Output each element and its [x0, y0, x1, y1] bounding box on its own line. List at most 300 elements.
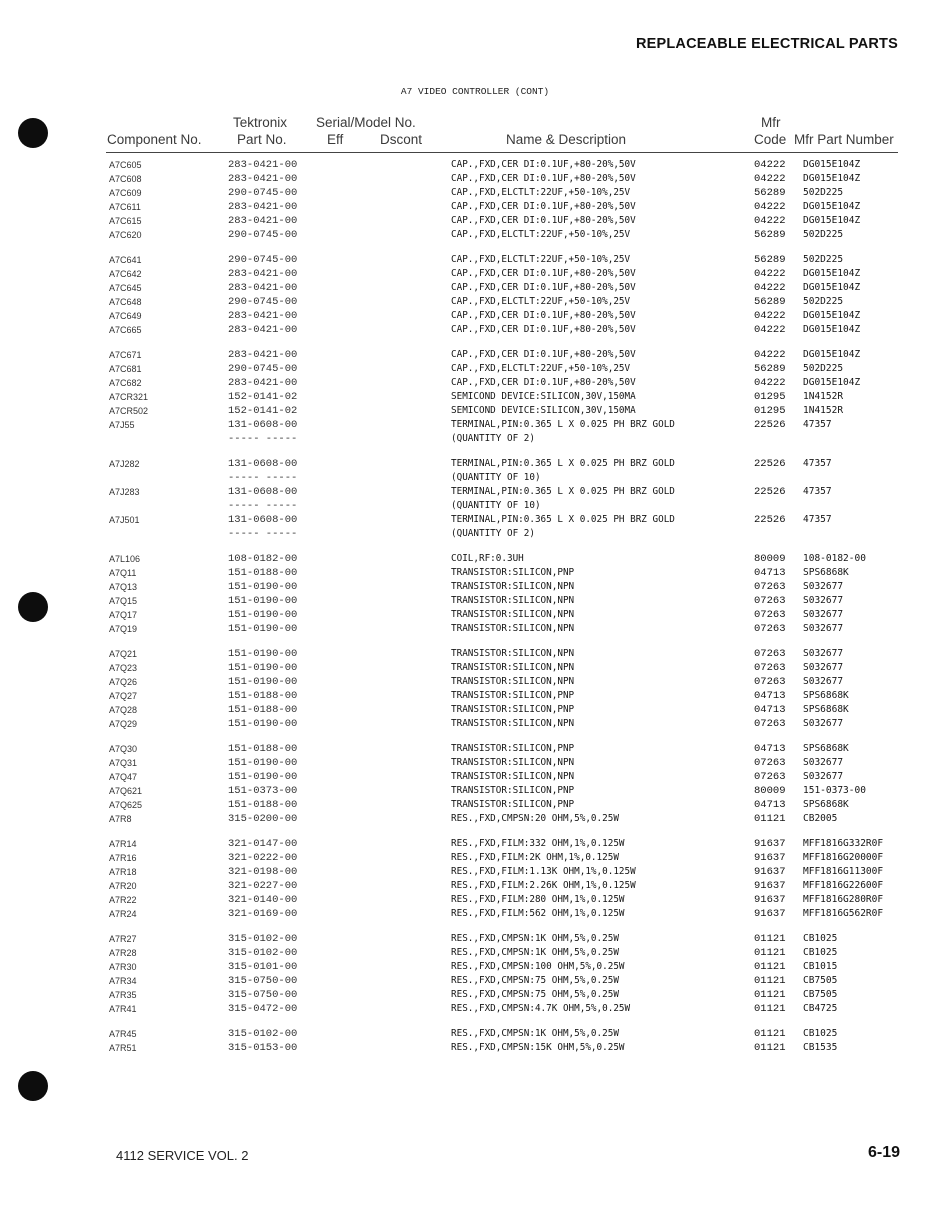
component-no-cell: A7R22 — [109, 895, 137, 905]
description-cell: CAP.,FXD,CER DI:0.1UF,+80-20%,50V — [451, 377, 636, 388]
part-no-cell: 283-0421-00 — [228, 282, 298, 294]
part-no-cell: 290-0745-00 — [228, 229, 298, 241]
table-row — [0, 404, 950, 418]
description-cell: TRANSISTOR:SILICON,NPN — [451, 718, 575, 729]
component-no-cell: A7Q17 — [109, 610, 138, 620]
table-row — [0, 742, 950, 756]
parts-group — [0, 1027, 950, 1055]
mfr-code-cell: 22526 — [754, 458, 786, 470]
mfr-code-cell: 04713 — [754, 690, 786, 702]
mfr-code-cell: 07263 — [754, 595, 786, 607]
section-title: REPLACEABLE ELECTRICAL PARTS — [635, 36, 898, 52]
description-cell: CAP.,FXD,CER DI:0.1UF,+80-20%,50V — [451, 349, 636, 360]
mfr-part-number-cell: S032677 — [803, 662, 844, 673]
component-no-cell: A7J282 — [109, 459, 140, 469]
part-no-cell: 321-0140-00 — [228, 894, 298, 906]
mfr-part-number-cell: 502D225 — [803, 296, 844, 307]
table-row — [0, 1027, 950, 1041]
page-subtitle: A7 VIDEO CONTROLLER (CONT) — [400, 86, 550, 97]
part-no-cell: 315-0102-00 — [228, 1028, 298, 1040]
mfr-part-number-cell: MFF1816G280R0F — [803, 894, 884, 905]
description-cell: TERMINAL,PIN:0.365 L X 0.025 PH BRZ GOLD — [451, 486, 675, 497]
description-cell: RES.,FXD,FILM:2.26K OHM,1%,0.125W — [451, 880, 636, 891]
part-no-cell: 321-0222-00 — [228, 852, 298, 864]
part-no-cell: 151-0188-00 — [228, 704, 298, 716]
description-cell: TERMINAL,PIN:0.365 L X 0.025 PH BRZ GOLD — [451, 458, 675, 469]
description-cell: TRANSISTOR:SILICON,PNP — [451, 799, 575, 810]
part-no-cell: 151-0190-00 — [228, 757, 298, 769]
description-cell: (QUANTITY OF 2) — [451, 433, 535, 444]
component-no-cell: A7C620 — [109, 230, 142, 240]
mfr-part-number-cell: DG015E104Z — [803, 173, 861, 184]
mfr-code-cell: 01121 — [754, 1042, 786, 1054]
table-row — [0, 907, 950, 921]
part-no-cell: ----- ----- — [228, 472, 298, 484]
table-row — [0, 622, 950, 636]
component-no-cell: A7Q19 — [109, 624, 138, 634]
mfr-part-number-cell: S032677 — [803, 648, 844, 659]
table-row — [0, 608, 950, 622]
part-no-cell: 283-0421-00 — [228, 173, 298, 185]
mfr-part-number-cell: 502D225 — [803, 229, 844, 240]
mfr-part-number-cell: 502D225 — [803, 363, 844, 374]
mfr-part-number-cell: DG015E104Z — [803, 215, 861, 226]
description-cell: CAP.,FXD,ELCTLT:22UF,+50-10%,25V — [451, 187, 631, 198]
part-no-cell: 283-0421-00 — [228, 215, 298, 227]
description-cell: RES.,FXD,FILM:1.13K OHM,1%,0.125W — [451, 866, 636, 877]
mfr-part-number-cell: MFF1816G22600F — [803, 880, 884, 891]
component-no-cell: A7CR502 — [109, 406, 149, 416]
mfr-code-cell: 91637 — [754, 838, 786, 850]
part-no-cell: 283-0421-00 — [228, 324, 298, 336]
part-no-cell: 151-0188-00 — [228, 799, 298, 811]
mfr-part-number-cell: SPS6868K — [803, 799, 849, 810]
component-no-cell: A7C671 — [109, 350, 142, 360]
component-no-cell: A7R14 — [109, 839, 137, 849]
part-no-cell: 315-0750-00 — [228, 975, 298, 987]
mfr-part-number-cell: S032677 — [803, 581, 844, 592]
mfr-part-number-cell: DG015E104Z — [803, 377, 861, 388]
table-row — [0, 647, 950, 661]
description-cell: RES.,FXD,FILM:562 OHM,1%,0.125W — [451, 908, 625, 919]
component-no-cell: A7Q15 — [109, 596, 138, 606]
component-no-cell: A7R34 — [109, 976, 137, 986]
part-no-cell: 290-0745-00 — [228, 363, 298, 375]
component-no-cell: A7R8 — [109, 814, 132, 824]
part-no-cell: 315-0101-00 — [228, 961, 298, 973]
mfr-part-number-cell: MFF1816G11300F — [803, 866, 884, 877]
table-row — [0, 214, 950, 228]
component-no-cell: A7R28 — [109, 948, 137, 958]
mfr-code-cell: 07263 — [754, 771, 786, 783]
description-cell: RES.,FXD,CMPSN:15K OHM,5%,0.25W — [451, 1042, 625, 1053]
component-no-cell: A7C605 — [109, 160, 142, 170]
part-no-cell: 151-0190-00 — [228, 648, 298, 660]
col-header-dscont: Dscont — [380, 132, 423, 147]
mfr-code-cell: 80009 — [754, 553, 786, 565]
table-row — [0, 851, 950, 865]
table-row — [0, 1041, 950, 1055]
mfr-part-number-cell: DG015E104Z — [803, 282, 861, 293]
description-cell: CAP.,FXD,CER DI:0.1UF,+80-20%,50V — [451, 310, 636, 321]
table-row — [0, 228, 950, 242]
mfr-code-cell: 01121 — [754, 933, 786, 945]
table-row — [0, 499, 950, 513]
component-no-cell: A7R45 — [109, 1029, 137, 1039]
mfr-code-cell: 04713 — [754, 704, 786, 716]
col-header-eff: Eff — [327, 132, 344, 147]
part-no-cell: ----- ----- — [228, 528, 298, 540]
table-row — [0, 798, 950, 812]
parts-group — [0, 647, 950, 731]
mfr-code-cell: 01121 — [754, 947, 786, 959]
component-no-cell: A7Q47 — [109, 772, 138, 782]
component-no-cell: A7C665 — [109, 325, 142, 335]
mfr-code-cell: 01121 — [754, 975, 786, 987]
header-rule — [106, 152, 898, 153]
mfr-code-cell: 56289 — [754, 363, 786, 375]
description-cell: CAP.,FXD,CER DI:0.1UF,+80-20%,50V — [451, 215, 636, 226]
mfr-part-number-cell: CB7505 — [803, 989, 838, 1000]
mfr-code-cell: 91637 — [754, 894, 786, 906]
description-cell: TRANSISTOR:SILICON,PNP — [451, 704, 575, 715]
mfr-part-number-cell: CB4725 — [803, 1003, 838, 1014]
col-header-name-description: Name & Description — [506, 132, 627, 147]
component-no-cell: A7R20 — [109, 881, 137, 891]
table-row — [0, 1002, 950, 1016]
mfr-code-cell: 22526 — [754, 514, 786, 526]
mfr-part-number-cell: 47357 — [803, 458, 832, 469]
mfr-code-cell: 04222 — [754, 377, 786, 389]
description-cell: RES.,FXD,FILM:332 OHM,1%,0.125W — [451, 838, 625, 849]
component-no-cell: A7C615 — [109, 216, 142, 226]
mfr-part-number-cell: CB1025 — [803, 947, 838, 958]
component-no-cell: A7R35 — [109, 990, 137, 1000]
mfr-part-number-cell: SPS6868K — [803, 567, 849, 578]
mfr-part-number-cell: DG015E104Z — [803, 310, 861, 321]
table-row — [0, 770, 950, 784]
description-cell: RES.,FXD,CMPSN:1K OHM,5%,0.25W — [451, 933, 619, 944]
part-no-cell: 315-0472-00 — [228, 1003, 298, 1015]
part-no-cell: ----- ----- — [228, 433, 298, 445]
parts-group — [0, 932, 950, 1016]
component-no-cell: A7C609 — [109, 188, 142, 198]
mfr-part-number-cell: S032677 — [803, 623, 844, 634]
mfr-part-number-cell: S032677 — [803, 771, 844, 782]
part-no-cell: 283-0421-00 — [228, 159, 298, 171]
part-no-cell: 321-0198-00 — [228, 866, 298, 878]
mfr-part-number-cell: CB1025 — [803, 933, 838, 944]
mfr-part-number-cell: 151-0373-00 — [803, 785, 866, 796]
parts-group — [0, 742, 950, 826]
description-cell: TRANSISTOR:SILICON,NPN — [451, 609, 575, 620]
table-row — [0, 362, 950, 376]
table-row — [0, 172, 950, 186]
part-no-cell: 152-0141-02 — [228, 405, 298, 417]
mfr-part-number-cell: 1N4152R — [803, 391, 844, 402]
part-no-cell: 108-0182-00 — [228, 553, 298, 565]
description-cell: RES.,FXD,CMPSN:4.7K OHM,5%,0.25W — [451, 1003, 631, 1014]
mfr-code-cell: 91637 — [754, 880, 786, 892]
mfr-part-number-cell: S032677 — [803, 676, 844, 687]
mfr-part-number-cell: SPS6868K — [803, 743, 849, 754]
description-cell: TRANSISTOR:SILICON,NPN — [451, 648, 575, 659]
mfr-code-cell: 04222 — [754, 201, 786, 213]
mfr-code-cell: 01295 — [754, 391, 786, 403]
table-row — [0, 253, 950, 267]
table-row — [0, 932, 950, 946]
mfr-code-cell: 04222 — [754, 282, 786, 294]
part-no-cell: 315-0200-00 — [228, 813, 298, 825]
part-no-cell: 290-0745-00 — [228, 296, 298, 308]
col-header-mfr-part-number: Mfr Part Number — [794, 132, 894, 147]
mfr-code-cell: 04713 — [754, 799, 786, 811]
table-row — [0, 471, 950, 485]
table-row — [0, 756, 950, 770]
table-row — [0, 893, 950, 907]
description-cell: TRANSISTOR:SILICON,NPN — [451, 623, 575, 634]
part-no-cell: 151-0190-00 — [228, 718, 298, 730]
description-cell: RES.,FXD,CMPSN:20 OHM,5%,0.25W — [451, 813, 619, 824]
mfr-part-number-cell: SPS6868K — [803, 690, 849, 701]
component-no-cell: A7R41 — [109, 1004, 137, 1014]
mfr-part-number-cell: DG015E104Z — [803, 268, 861, 279]
mfr-part-number-cell: 47357 — [803, 514, 832, 525]
mfr-code-cell: 22526 — [754, 419, 786, 431]
part-no-cell: 151-0188-00 — [228, 567, 298, 579]
component-no-cell: A7C682 — [109, 378, 142, 388]
component-no-cell: A7C608 — [109, 174, 142, 184]
description-cell: CAP.,FXD,ELCTLT:22UF,+50-10%,25V — [451, 296, 631, 307]
description-cell: TRANSISTOR:SILICON,PNP — [451, 743, 575, 754]
part-no-cell: 151-0188-00 — [228, 690, 298, 702]
table-row — [0, 784, 950, 798]
parts-group — [0, 348, 950, 446]
component-no-cell: A7CR321 — [109, 392, 149, 402]
component-no-cell: A7Q29 — [109, 719, 138, 729]
part-no-cell: 131-0608-00 — [228, 419, 298, 431]
component-no-cell: A7J501 — [109, 515, 140, 525]
table-row — [0, 879, 950, 893]
mfr-code-cell: 04222 — [754, 349, 786, 361]
description-cell: (QUANTITY OF 10) — [451, 500, 541, 511]
part-no-cell: 151-0190-00 — [228, 623, 298, 635]
table-row — [0, 566, 950, 580]
component-no-cell: A7C681 — [109, 364, 142, 374]
component-no-cell: A7C648 — [109, 297, 142, 307]
component-no-cell: A7L106 — [109, 554, 141, 564]
col-header-part-no: Part No. — [237, 132, 287, 147]
description-cell: RES.,FXD,CMPSN:1K OHM,5%,0.25W — [451, 1028, 619, 1039]
description-cell: TRANSISTOR:SILICON,NPN — [451, 771, 575, 782]
component-no-cell: A7J283 — [109, 487, 140, 497]
parts-group — [0, 552, 950, 636]
description-cell: RES.,FXD,FILM:280 OHM,1%,0.125W — [451, 894, 625, 905]
table-row — [0, 348, 950, 362]
table-row — [0, 837, 950, 851]
table-row — [0, 960, 950, 974]
part-no-cell: 321-0169-00 — [228, 908, 298, 920]
mfr-part-number-cell: 502D225 — [803, 254, 844, 265]
mfr-code-cell: 01121 — [754, 961, 786, 973]
description-cell: TERMINAL,PIN:0.365 L X 0.025 PH BRZ GOLD — [451, 514, 675, 525]
mfr-code-cell: 91637 — [754, 866, 786, 878]
mfr-part-number-cell: CB1015 — [803, 961, 838, 972]
part-no-cell: ----- ----- — [228, 500, 298, 512]
table-row — [0, 432, 950, 446]
mfr-code-cell: 22526 — [754, 486, 786, 498]
table-row — [0, 580, 950, 594]
table-row — [0, 675, 950, 689]
mfr-code-cell: 91637 — [754, 852, 786, 864]
part-no-cell: 321-0227-00 — [228, 880, 298, 892]
component-no-cell: A7Q13 — [109, 582, 138, 592]
description-cell: CAP.,FXD,CER DI:0.1UF,+80-20%,50V — [451, 324, 636, 335]
parts-group — [0, 837, 950, 921]
description-cell: TERMINAL,PIN:0.365 L X 0.025 PH BRZ GOLD — [451, 419, 675, 430]
mfr-code-cell: 04222 — [754, 310, 786, 322]
mfr-part-number-cell: S032677 — [803, 609, 844, 620]
description-cell: CAP.,FXD,CER DI:0.1UF,+80-20%,50V — [451, 159, 636, 170]
description-cell: RES.,FXD,FILM:2K OHM,1%,0.125W — [451, 852, 619, 863]
description-cell: (QUANTITY OF 2) — [451, 528, 535, 539]
parts-group — [0, 457, 950, 541]
table-row — [0, 513, 950, 527]
component-no-cell: A7Q625 — [109, 800, 143, 810]
part-no-cell: 151-0190-00 — [228, 676, 298, 688]
part-no-cell: 151-0188-00 — [228, 743, 298, 755]
mfr-part-number-cell: S032677 — [803, 757, 844, 768]
description-cell: (QUANTITY OF 10) — [451, 472, 541, 483]
component-no-cell: A7Q31 — [109, 758, 138, 768]
col-header-component: Component No. — [107, 132, 202, 147]
part-no-cell: 283-0421-00 — [228, 201, 298, 213]
table-row — [0, 267, 950, 281]
component-no-cell: A7C649 — [109, 311, 142, 321]
mfr-part-number-cell: DG015E104Z — [803, 201, 861, 212]
description-cell: CAP.,FXD,CER DI:0.1UF,+80-20%,50V — [451, 268, 636, 279]
part-no-cell: 151-0190-00 — [228, 771, 298, 783]
component-no-cell: A7J55 — [109, 420, 135, 430]
description-cell: TRANSISTOR:SILICON,NPN — [451, 662, 575, 673]
part-no-cell: 151-0190-00 — [228, 595, 298, 607]
table-row — [0, 974, 950, 988]
mfr-part-number-cell: MFF1816G332R0F — [803, 838, 884, 849]
table-row — [0, 812, 950, 826]
mfr-part-number-cell: DG015E104Z — [803, 159, 861, 170]
mfr-part-number-cell: SPS6868K — [803, 704, 849, 715]
mfr-code-cell: 07263 — [754, 609, 786, 621]
description-cell: TRANSISTOR:SILICON,PNP — [451, 567, 575, 578]
component-no-cell: A7R30 — [109, 962, 137, 972]
table-row — [0, 309, 950, 323]
mfr-code-cell: 01121 — [754, 1003, 786, 1015]
description-cell: TRANSISTOR:SILICON,NPN — [451, 676, 575, 687]
table-row — [0, 200, 950, 214]
description-cell: CAP.,FXD,ELCTLT:22UF,+50-10%,25V — [451, 363, 631, 374]
table-row — [0, 418, 950, 432]
description-cell: CAP.,FXD,CER DI:0.1UF,+80-20%,50V — [451, 282, 636, 293]
parts-group — [0, 158, 950, 242]
mfr-code-cell: 07263 — [754, 623, 786, 635]
component-no-cell: A7R16 — [109, 853, 137, 863]
mfr-part-number-cell: MFF1816G20000F — [803, 852, 884, 863]
mfr-code-cell: 01121 — [754, 813, 786, 825]
table-row — [0, 158, 950, 172]
table-row — [0, 689, 950, 703]
mfr-part-number-cell: 1N4152R — [803, 405, 844, 416]
table-row — [0, 527, 950, 541]
component-no-cell: A7R51 — [109, 1043, 137, 1053]
component-no-cell: A7R24 — [109, 909, 137, 919]
part-no-cell: 151-0190-00 — [228, 662, 298, 674]
part-no-cell: 151-0190-00 — [228, 609, 298, 621]
table-row — [0, 594, 950, 608]
mfr-part-number-cell: CB2005 — [803, 813, 838, 824]
table-row — [0, 703, 950, 717]
description-cell: RES.,FXD,CMPSN:100 OHM,5%,0.25W — [451, 961, 625, 972]
part-no-cell: 315-0102-00 — [228, 947, 298, 959]
part-no-cell: 131-0608-00 — [228, 486, 298, 498]
description-cell: CAP.,FXD,ELCTLT:22UF,+50-10%,25V — [451, 254, 631, 265]
mfr-part-number-cell: S032677 — [803, 718, 844, 729]
table-row — [0, 295, 950, 309]
component-no-cell: A7C611 — [109, 202, 141, 212]
description-cell: SEMICOND DEVICE:SILICON,30V,150MA — [451, 391, 636, 402]
mfr-code-cell: 07263 — [754, 662, 786, 674]
part-no-cell: 290-0745-00 — [228, 187, 298, 199]
mfr-code-cell: 01295 — [754, 405, 786, 417]
mfr-part-number-cell: 108-0182-00 — [803, 553, 866, 564]
col-header-mfr: Mfr — [761, 115, 781, 130]
table-row — [0, 390, 950, 404]
mfr-code-cell: 04222 — [754, 268, 786, 280]
component-no-cell: A7Q621 — [109, 786, 143, 796]
mfr-part-number-cell: CB1025 — [803, 1028, 838, 1039]
part-no-cell: 283-0421-00 — [228, 377, 298, 389]
mfr-code-cell: 04222 — [754, 159, 786, 171]
table-row — [0, 323, 950, 337]
component-no-cell: A7Q21 — [109, 649, 138, 659]
part-no-cell: 315-0153-00 — [228, 1042, 298, 1054]
mfr-part-number-cell: 502D225 — [803, 187, 844, 198]
mfr-part-number-cell: CB7505 — [803, 975, 838, 986]
component-no-cell: A7Q30 — [109, 744, 138, 754]
table-row — [0, 988, 950, 1002]
page-number: 6-19 — [867, 1144, 900, 1161]
description-cell: COIL,RF:0.3UH — [451, 553, 524, 564]
mfr-code-cell: 07263 — [754, 676, 786, 688]
mfr-code-cell: 04222 — [754, 324, 786, 336]
description-cell: TRANSISTOR:SILICON,NPN — [451, 757, 575, 768]
part-no-cell: 152-0141-02 — [228, 391, 298, 403]
manual-title: 4112 SERVICE VOL. 2 — [116, 1148, 249, 1163]
binder-hole — [18, 118, 48, 148]
component-no-cell: A7Q26 — [109, 677, 138, 687]
description-cell: RES.,FXD,CMPSN:75 OHM,5%,0.25W — [451, 989, 619, 1000]
mfr-part-number-cell: DG015E104Z — [803, 349, 861, 360]
mfr-part-number-cell: 47357 — [803, 419, 832, 430]
table-row — [0, 661, 950, 675]
mfr-code-cell: 07263 — [754, 648, 786, 660]
mfr-code-cell: 56289 — [754, 254, 786, 266]
table-row — [0, 717, 950, 731]
component-no-cell: A7C641 — [109, 255, 142, 265]
table-row — [0, 457, 950, 471]
parts-group — [0, 253, 950, 337]
part-no-cell: 315-0102-00 — [228, 933, 298, 945]
table-row — [0, 865, 950, 879]
